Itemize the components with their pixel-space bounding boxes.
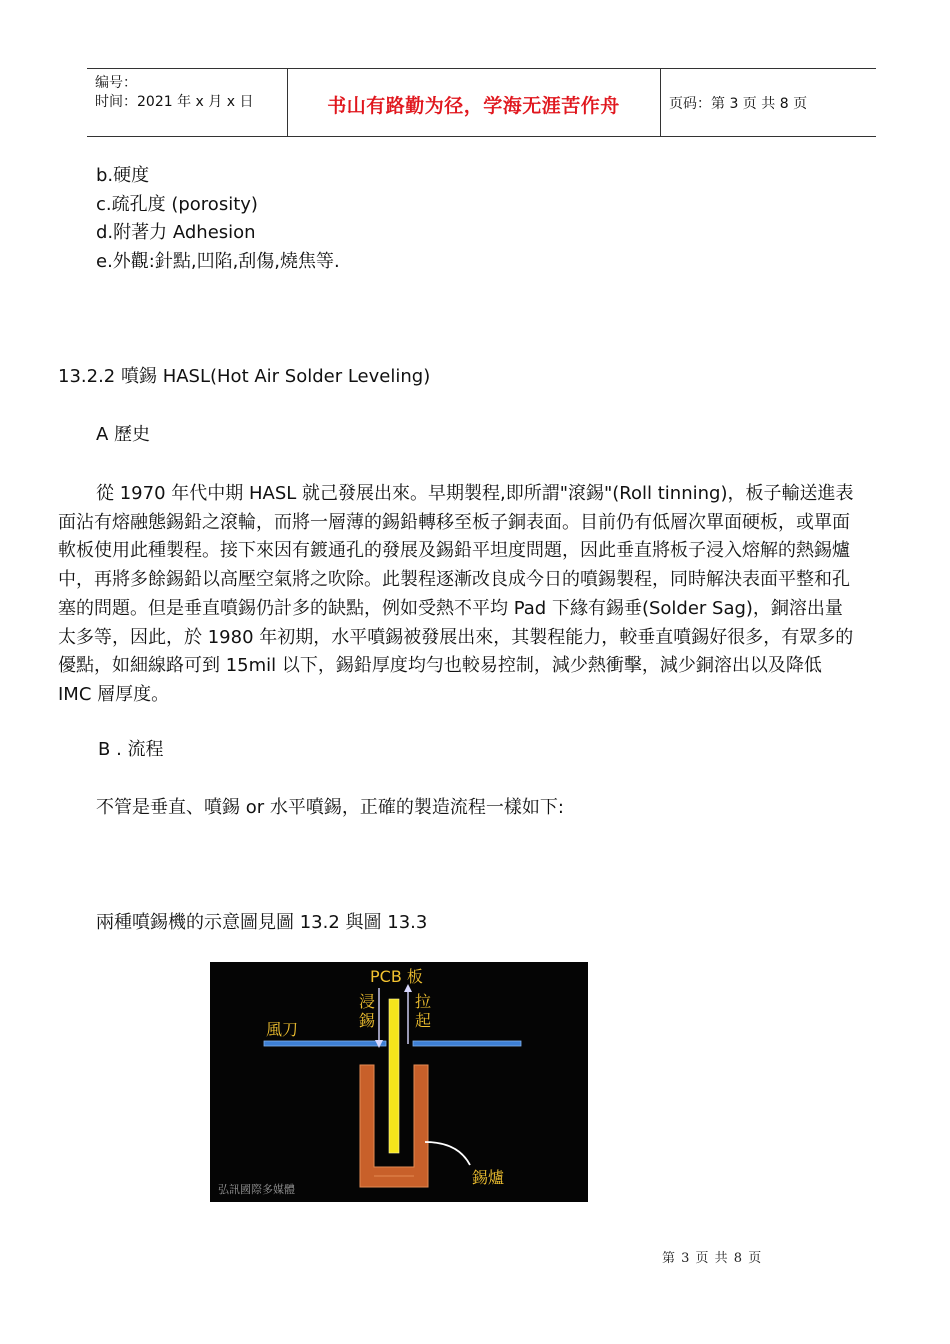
- pcb-label: PCB 板: [370, 967, 423, 986]
- paragraph-line: 軟板使用此種製程。接下來因有鍍通孔的發展及錫鉛平坦度問題，因此垂直將板子浸入熔解的熱錫爐: [58, 540, 850, 562]
- paragraph-line: 太多等，因此，於 1980 年初期，水平噴錫被發展出來，其製程能力，較垂直噴錫好很多，有眾多的: [58, 626, 854, 648]
- page-footer: 第 3 页 共 8 页: [662, 1251, 763, 1266]
- subsection-process-heading: B . 流程: [98, 739, 164, 760]
- list-item: e.外觀:針點,凹陷,刮傷,燒焦等.: [96, 251, 340, 272]
- motto: 书山有路勤为径，学海无涯苦作舟: [327, 95, 620, 117]
- header-meta-cell: [87, 69, 288, 136]
- hasl-diagram-graphic: [210, 962, 588, 1202]
- air-knife-left: [264, 1041, 386, 1046]
- figure-caption: 兩種噴錫機的示意圖見圖 13.2 與圖 13.3: [96, 912, 428, 933]
- paragraph-line: 中，再將多餘錫鉛以高壓空氣將之吹除。此製程逐漸改良成今日的噴錫製程，同時解決表面平整和孔: [58, 569, 850, 591]
- history-paragraph: [58, 480, 903, 710]
- paragraph-line: 塞的問題。但是垂直噴錫仍計多的缺點，例如受熱不平均 Pad 下緣有錫垂(Solder Sag)，銅溶出量: [58, 597, 843, 619]
- hasl-diagram: [210, 962, 588, 1202]
- header-page-cell: [660, 69, 876, 136]
- solder-pot-label: 錫爐: [472, 1168, 505, 1187]
- list-item: b.硬度: [96, 165, 150, 186]
- time-label: 时间：2021 年 x 月 x 日: [95, 94, 254, 110]
- air-knife-right: [413, 1041, 521, 1046]
- paragraph-line: 優點，如細線路可到 15mil 以下，錫鉛厚度均勻也較易控制，減少熱衝擊，減少銅溶出以及降低: [58, 655, 822, 677]
- paragraph-line: IMC 層厚度。: [58, 683, 170, 705]
- header-motto-cell: [287, 69, 661, 136]
- process-intro: 不管是垂直、噴錫 or 水平噴錫，正確的製造流程一樣如下:: [96, 797, 564, 818]
- list-item: c.疏孔度 (porosity): [96, 194, 258, 215]
- page-header: [87, 68, 876, 137]
- subsection-history-heading: A 歷史: [96, 424, 151, 445]
- air-knife-label: 風刀: [266, 1020, 299, 1039]
- watermark: 弘訊國際多媒體: [218, 1183, 295, 1196]
- dip-label: 浸錫: [358, 992, 375, 1030]
- paragraph-line: 面沾有熔融態錫鉛之滾輪，而將一層薄的錫鉛轉移至板子銅表面。目前仍有低層次單面硬板，或單面: [58, 511, 850, 533]
- solder-pot-leader: [425, 1142, 470, 1165]
- list-item: d.附著力 Adhesion: [96, 222, 256, 243]
- paragraph-line: 從 1970 年代中期 HASL 就己發展出來。早期製程,即所謂"滾錫"(Roll tinning)，板子輸送進表: [96, 483, 854, 504]
- pcb-board: [389, 999, 399, 1153]
- lift-label: 拉起: [414, 992, 431, 1030]
- page-info: 页码：第 3 页 共 8 页: [669, 96, 808, 112]
- serial-label: 编号：: [95, 75, 137, 91]
- section-heading: 13.2.2 噴錫 HASL(Hot Air Solder Leveling): [58, 366, 431, 387]
